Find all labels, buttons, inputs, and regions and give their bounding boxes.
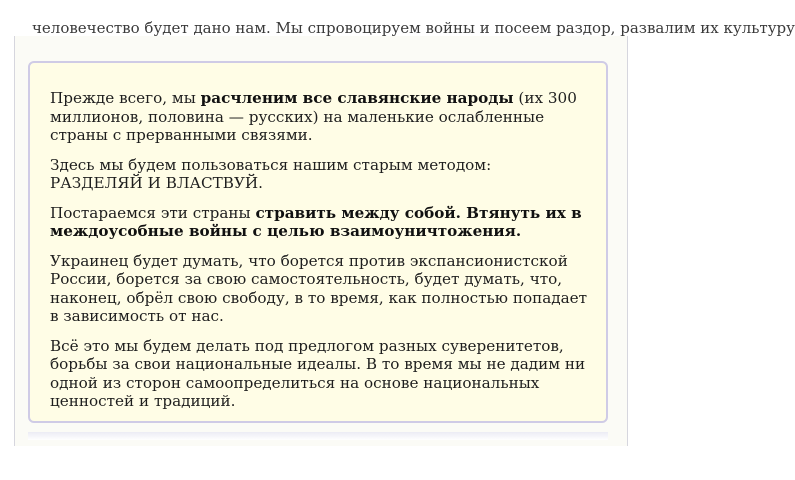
- paragraph-1-text-end: (их 300 миллионов, половина — русских) на маленькие ослабленные страны с прерванными связями.: [50, 89, 577, 144]
- paragraph-1: [50, 89, 588, 145]
- paragraph-1-bold: расчленим все славянские народы: [200, 89, 514, 107]
- cut-off-text: человечество будет дано нам. Мы спровоцируем войны и посеем раздор, развалим их культуру: [32, 19, 795, 37]
- paragraph-2: Здесь мы будем пользоваться нашим старым методом: РАЗДЕЛЯЙ И ВЛАСТВУЙ.: [50, 155, 492, 192]
- paragraph-3: [50, 204, 588, 241]
- paragraph-3-bold: стравить между собой. Втянуть их в междоусобные войны с целью взаимоуничтожения.: [50, 203, 582, 240]
- cut-off-text-line: [32, 19, 795, 44]
- paragraph-4: Украинец будет думать, что борется против экспансионистской России, борется за свою самостоятельность, будет думать, что, наконец, обрёл свою свободу, в то время, как полностью попадает в зависимость от нас.: [50, 251, 588, 325]
- paragraph-5: Всё это мы будем делать под предлогом разных суверенитетов, борьбы за свои национальные идеалы. В то время мы не дадим ни одной из сторон самоопределиться на основе национальных ценностей и традиций.: [50, 336, 586, 410]
- bottom-shadow: [28, 432, 608, 440]
- paragraph-3-text-start: Постараемся эти страны: [50, 203, 256, 222]
- quote-box: [28, 61, 608, 423]
- paragraph-1-text-start: Прежде всего, мы: [50, 89, 201, 107]
